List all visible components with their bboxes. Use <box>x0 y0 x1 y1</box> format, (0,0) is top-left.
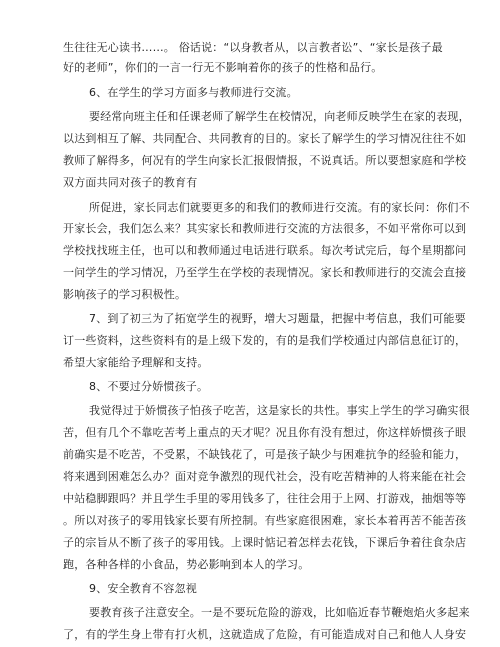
text-line: 子的宗旨从不断了孩子的零用钱。上课时惦记着怎样去花钱，下课后争着往食杂店 <box>63 536 467 549</box>
section-heading: 7、到了初三为了拓宽学生的视野，增大习题量，把握中考信息，我们可能要 <box>89 312 466 325</box>
text-line: 开家长会，我们怎么来？其实家长和教师进行交流的方法很多，不如平常你可以到 <box>63 222 467 235</box>
section-heading: 9、安全教育不容忽视 <box>89 582 197 595</box>
section-heading: 8、不要过分娇惯孩子。 <box>89 380 209 393</box>
text-line: 以达到相互了解、共同配合、共同教育的目的。家长了解学生的学习情况往往不如 <box>63 132 467 145</box>
text-line: 前确实是不吃苦，不受累，不缺钱花了，可是孩子缺少与困难抗争的经验和能力， <box>63 448 467 461</box>
text-line: 要教育孩子注意安全。一是不要玩危险的游戏，比如临近春节鞭炮焰火多起来 <box>89 606 470 619</box>
text-line: 生往往无心读书……。 俗话说：“以身教者从，以言教者讼”、“家长是孩子最 <box>63 41 443 54</box>
text-line: 订一些资料，这些资料有的是上级下发的，有的是我们学校通过内部信息征订的， <box>63 334 467 347</box>
text-line: 双方面共同对孩子的教育有 <box>63 176 198 189</box>
text-line: 将来遇到困难怎么办？面对竞争激烈的现代社会，没有吃苦精神的人将来能在社会 <box>63 470 467 483</box>
text-line: 我觉得过于娇惯孩子怕孩子吃苦，这是家长的共性。事实上学生的学习确实很 <box>89 404 470 417</box>
text-line: 了，有的学生身上带有打火机，这就造成了危险，有可能造成对自己和他人人身安 <box>63 628 467 641</box>
text-line: 所促进，家长同志们就要更多的和我们的教师进行交流。有的家长问：你们不 <box>89 201 470 214</box>
text-line: 跑，各种各样的小食品，势必影响到本人的学习。 <box>63 558 310 571</box>
text-line: 一问学生的学习情况，乃至学生在学校的表现情况。家长和教师进行的交流会直接 <box>63 266 467 279</box>
text-line: 学校找找班主任，也可以和教师通过电话进行联系。每次考试完后，每个星期都问 <box>63 244 467 257</box>
text-line: 教师了解得多，何况有的学生向家长汇报假情报，不说真话。所以要想家庭和学校 <box>63 154 467 167</box>
section-heading: 6、在学生的学习方面多与教师进行交流。 <box>89 86 298 99</box>
text-line: 希望大家能给予理解和支持。 <box>63 356 209 369</box>
text-line: 要经常向班主任和任课老师了解学生在校情况，向老师反映学生在家的表现， <box>89 110 470 123</box>
text-line: 。所以对孩子的零用钱家长要有所控制。有些家庭很困难，家长本着再苦不能苦孩 <box>63 514 467 527</box>
text-line: 好的老师”，你们的一言一行无不影响着你的孩子的性格和品行。 <box>63 61 383 74</box>
text-line: 影响孩子的学习积极性。 <box>63 288 187 301</box>
text-line: 中站稳脚跟吗？并且学生手里的零用钱多了，往往会用于上网、打游戏，抽烟等等 <box>63 492 467 505</box>
text-line: 苦，但有几个不靠吃苦考上重点的天才呢？况且你有没有想过，你这样娇惯孩子眼 <box>63 426 467 439</box>
